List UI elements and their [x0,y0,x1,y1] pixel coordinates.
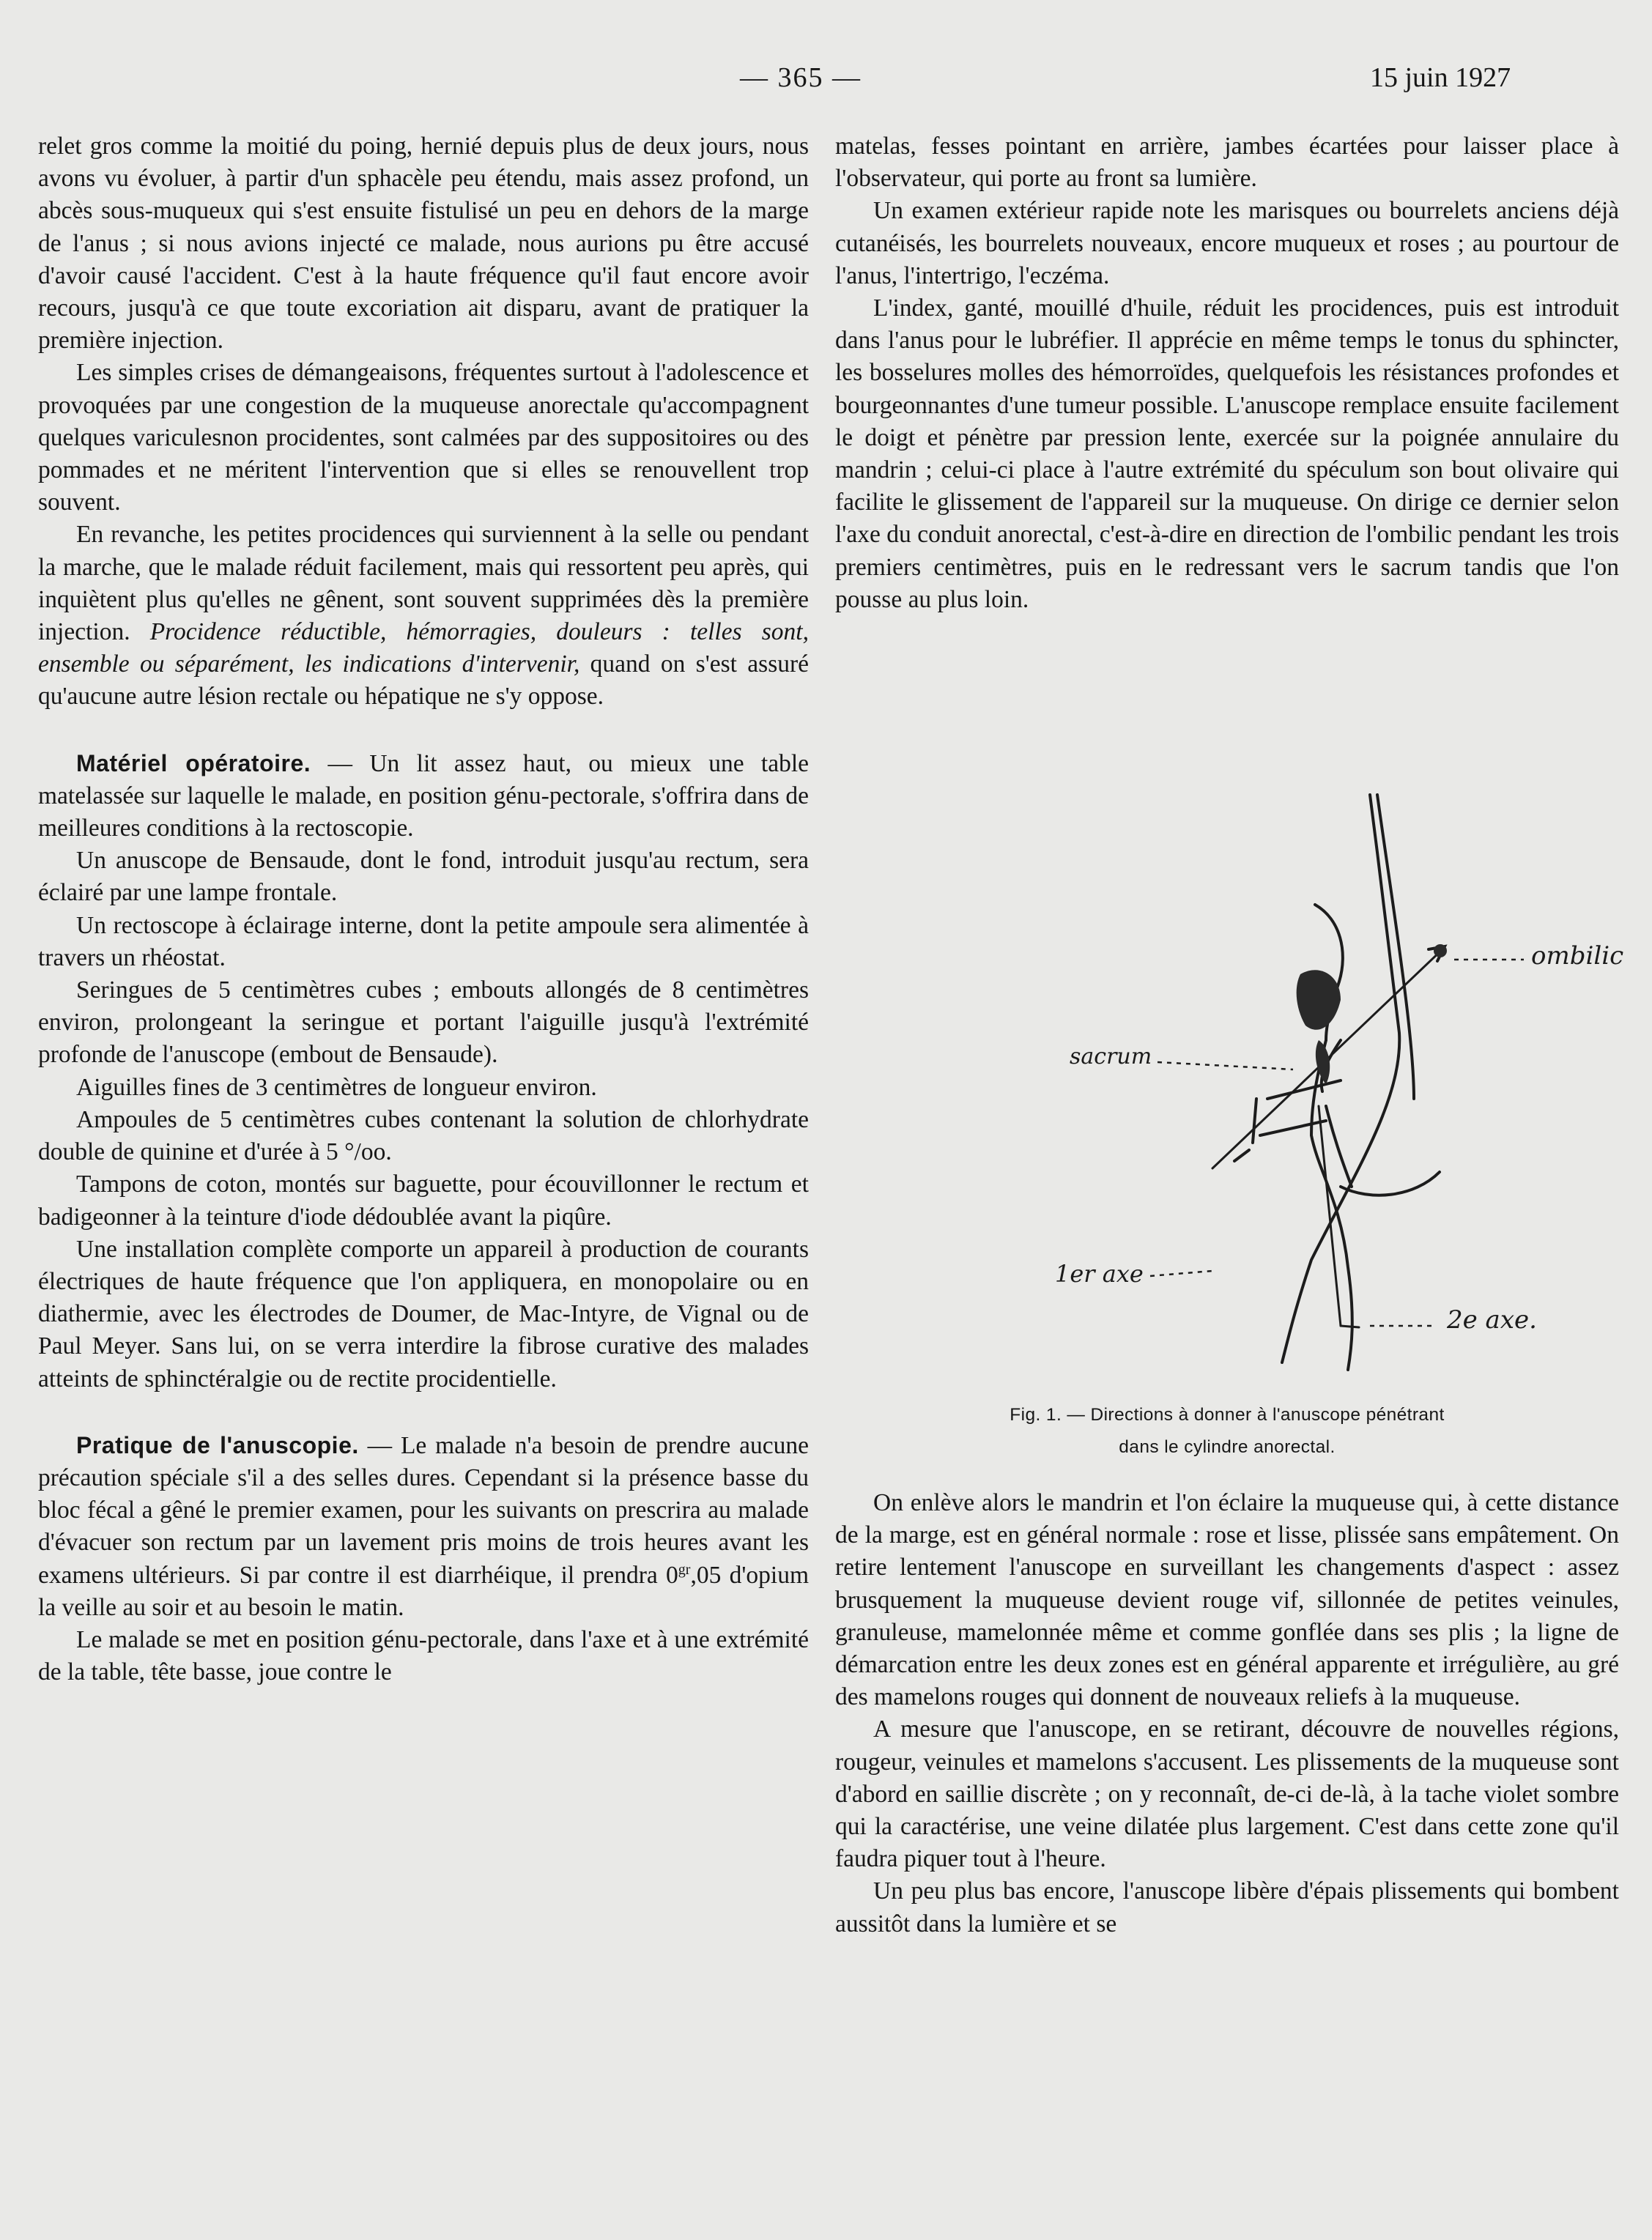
page-header [0,62,1652,105]
paragraph: relet gros comme la moitié du poing, hernié depuis plus de deux jours, nous avons vu évoluer, à partir d'un sphacèle peu étendu, mais assez profond, un abcès sous-muqueux qui s'est ensuite fistulisé un peu en dehors de la marge de l'anus ; si nous avions injecté ce malade, nous aurions pu être accusé d'avoir causé l'accident. C'est à la haute fréquence qu'il faut encore avoir recours, jusqu'à ce que toute excoriation ait disparu, avant de pratiquer la première injection. [38,133,809,355]
label-axe-2: 2e axe. [1447,1305,1537,1335]
paragraph: Un anuscope de Bensaude, dont le fond, introduit jusqu'au rectum, sera éclairé par une lampe frontale. [38,847,809,907]
paragraph: Seringues de 5 centimètres cubes ; embouts allongés de 8 centimètres environ, prolongeant la seringue et portant l'aiguille jusqu'à l'extrémité profonde de l'anuscope (embout de Bensaude). [38,976,809,1069]
caption-line-1 [813,1399,1641,1431]
section-heading-pratique: Pratique de l'anuscopie. [76,1431,359,1458]
paragraph: Tampons de coton, montés sur baguette, pour écouvillonner le rectum et badigeonner à la teinture d'iode dédoublée avant la piqûre. [38,1171,809,1231]
anuscope-diagram [813,791,1641,1392]
indications-italic: Procidence réductible, hémorragies, douleurs : telles sont, ensemble ou séparément, les indications d'intervenir, [38,618,809,678]
paragraph: Une installation complète comporte un appareil à production de courants électriques de haute fréquence que l'on appliquera, en monopolaire ou en diathermie, avec les électrodes de Doumer, de Mac-Intyre, de Vignal ou de Paul Meyer. Sans lui, on se verra interdire la fibrose curative des malades atteints de sphinctéralgie ou de rectite procidentielle. [38,1235,809,1392]
caption-prefix: Fig. 1. [1010,1405,1062,1425]
paragraph: Un examen extérieur rapide note les marisques ou bourrelets anciens déjà cutanéisés, les bourrelets nouveaux, encore muqueux et roses ; au pourtour de l'anus, l'intertrigo, l'eczéma. [835,197,1619,289]
paragraph: On enlève alors le mandrin et l'on éclaire la muqueuse qui, à cette distance de la marge, est en général normale : rose et lisse, plissée sans empâtement. On retire lentement l'anuscope en surveillant les changements d'aspect : assez brusquement la muqueuse devient rouge vif, sillonnée de petites veinules, granuleuse, mamelonnée même et comme gonflée dans ses plis ; la ligne de démarcation entre les deux zones est en général apparente et irrégulière, au gré des mamelons rouges qui donnent de nouveaux reliefs à la muqueuse. [835,1489,1619,1711]
paragraph-text: En revanche, les petites procidences qui surviennent à la selle ou pendant la marche, que le malade réduit facilement, mais qui ressortent peu après, qui inquiètent plus qu'elles ne gênent, sont souvent supprimées dès la première injection. [38,521,809,646]
caption-text: — Directions à donner à l'anuscope pénétrant [1067,1405,1445,1425]
dose-unit: gr [678,1561,691,1578]
paragraph: Un peu plus bas encore, l'anuscope libère d'épais plissements qui bombent aussitôt dans la lumière et se [835,1877,1619,1937]
page-date: 15 juin 1927 [1370,62,1511,93]
figure-caption [813,1399,1641,1464]
left-column [38,130,809,1688]
figure-anuscope [813,791,1641,1472]
paragraph-text: ,05 d'opium la veille au soir et au besoin le matin. [38,1561,809,1621]
paragraph: L'index, ganté, mouillé d'huile, réduit les procidences, puis est introduit dans l'anus pour le lubréfier. Il apprécie en même temps le tonus du sphincter, les bosselures molles des hémorroïdes, quelquefois les résistances profondes et bourgeonnantes d'une tumeur possible. L'anuscope remplace ensuite facilement le doigt et pénètre par pression lente, exercée sur la poignée annulaire du mandrin ; celui-ci place à l'autre extrémité du spéculum son bout olivaire qui facilite le glissement de l'appareil sur la muqueuse. On dirige ce dernier selon l'axe du conduit anorectal, c'est-à-dire en direction de l'ombilic pendant les trois premiers centimètres, puis en le redressant vers le sacrum tandis que l'on pousse au plus loin. [835,294,1619,613]
paragraph-text: quand on s'est assuré qu'aucune autre lésion rectale ou hépatique ne s'y oppose. [38,650,810,711]
paragraph: Un rectoscope à éclairage interne, dont la petite ampoule sera alimentée à travers un rhéostat. [38,911,809,971]
section-pratique [38,1429,809,1624]
right-column-upper [835,130,1619,616]
section-heading-materiel: Matériel opératoire. [76,749,311,776]
paragraph: Les simples crises de démangeaisons, fréquentes surtout à l'adolescence et provoquées par une congestion de la muqueuse anorectale qu'accompagnent quelques variculesnon procidentes, sont calmées par des suppositoires ou des pommades et ne méritent l'intervention que si elles se renouvellent trop souvent. [38,359,809,516]
caption-line-2: dans le cylindre anorectal. [1119,1437,1336,1457]
paragraph: Aiguilles fines de 3 centimètres de longueur environ. [76,1073,597,1101]
section-materiel [38,747,809,845]
paragraph: A mesure que l'anuscope, en se retirant, découvre de nouvelles régions, rougeur, veinules et mamelons s'accusent. Les plissements de la muqueuse sont d'abord en saillie discrète ; on y reconnaît, de-ci de-là, à la tache violet sombre qui la caractérise, une veine dilatée plus largement. C'est dans cette zone qu'il faudra piquer tout à l'heure. [835,1716,1619,1873]
paragraph: Ampoules de 5 centimètres cubes contenant la solution de chlorhydrate double de quinine et d'urée à 5 °/oo. [38,1105,809,1166]
paragraph [38,519,809,713]
label-axe-1: 1er axe [1055,1260,1144,1288]
paragraph: Le malade se met en position génu-pectorale, dans l'axe et à une extrémité de la table, tête basse, joue contre le [38,1625,809,1686]
paragraph-text: — Un lit assez haut, ou mieux une table matelassée sur laquelle le malade, en position génu-pectorale, s'offrira dans de meilleures conditions à la rectoscopie. [38,749,810,842]
paragraph: matelas, fesses pointant en arrière, jambes écartées pour laisser place à l'observateur, qui porte au front sa lumière. [835,133,1619,193]
right-column-lower [835,1487,1619,1940]
page-number: — 365 — [740,62,862,93]
label-sacrum: sacrum [1070,1044,1152,1069]
label-ombilic: ombilic [1531,941,1624,971]
paragraph-text: — Le malade n'a besoin de prendre aucune précaution spéciale s'il a des selles dures. Cependant si la présence basse du bloc fécal a gêné le premier examen, pour les suivants on prescrira au malade d'évacuer son rectum par un lavement pris moins de trois heures avant les examens ultérieurs. Si par contre il est diarrhéique, il prendra 0 [38,1431,810,1589]
